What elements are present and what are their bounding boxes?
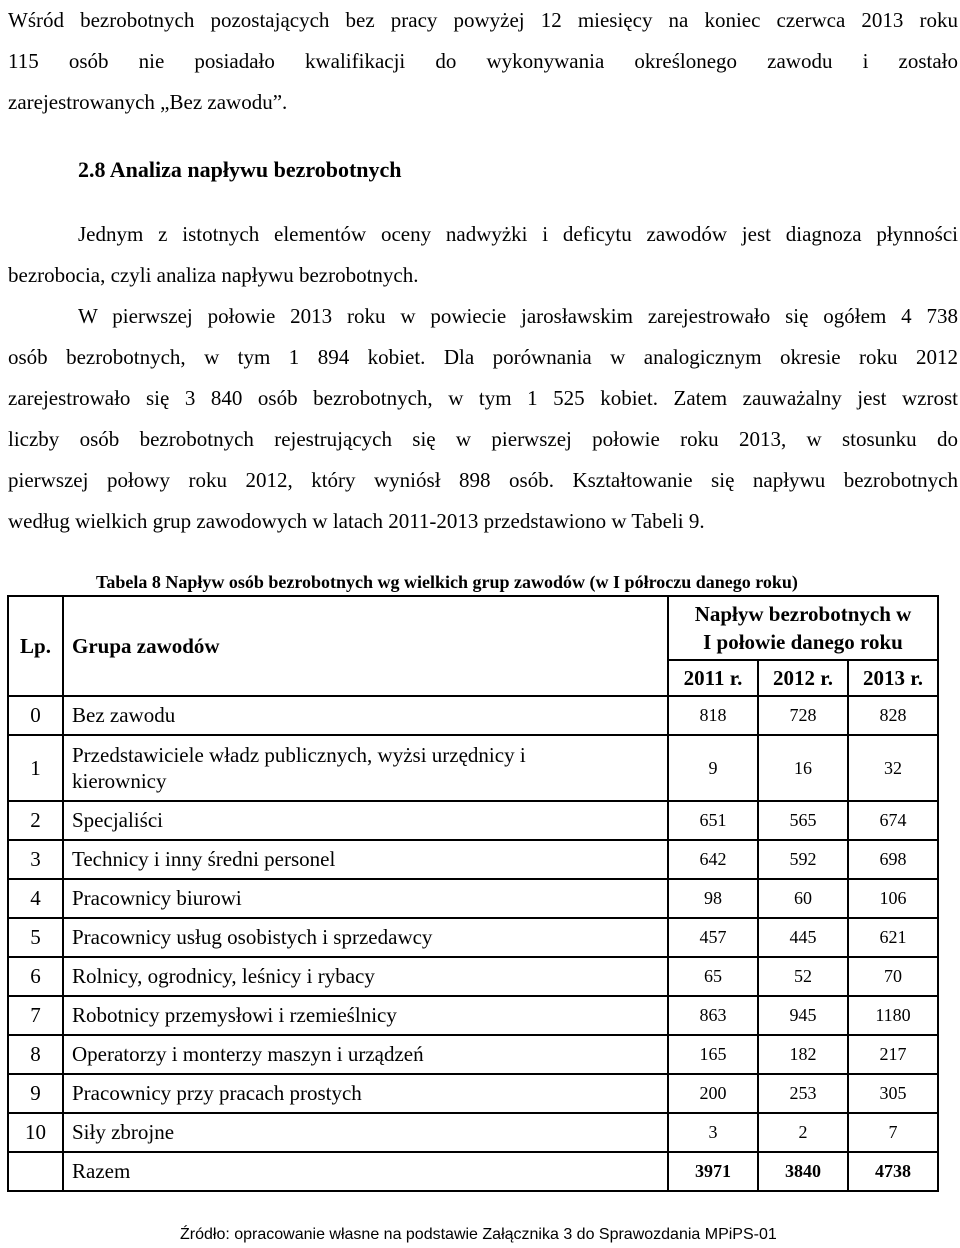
- cell-value-2012: 60: [758, 879, 848, 918]
- table-caption: Tabela 8 Napływ osób bezrobotnych wg wielkich grup zawodów (w I półroczu danego roku): [96, 572, 798, 592]
- header-year-2013: 2013 r.: [848, 660, 938, 696]
- cell-value-2013: 70: [848, 957, 938, 996]
- cell-group: Bez zawodu: [63, 696, 668, 735]
- table-row: [8, 735, 938, 801]
- cell-value-2011: 3: [668, 1113, 758, 1152]
- table-row: [8, 957, 938, 996]
- cell-total-2012: 3840: [758, 1152, 848, 1191]
- cell-value-2013: 828: [848, 696, 938, 735]
- cell-group: Robotnicy przemysłowi i rzemieślnicy: [63, 996, 668, 1035]
- cell-lp: 5: [8, 918, 63, 957]
- cell-lp: 8: [8, 1035, 63, 1074]
- cell-value-2013: 674: [848, 801, 938, 840]
- cell-value-2012: 16: [758, 735, 848, 801]
- header-group: Grupa zawodów: [63, 596, 668, 696]
- cell-lp: 7: [8, 996, 63, 1035]
- cell-lp: 9: [8, 1074, 63, 1113]
- header-inflow-line1: Napływ bezrobotnych w: [694, 602, 912, 626]
- cell-value-2012: 52: [758, 957, 848, 996]
- text-line: Wśród bezrobotnych pozostających bez pracy powyżej 12 miesięcy na koniec czerwca 2013 roku: [8, 8, 958, 32]
- cell-lp-empty: [8, 1152, 63, 1191]
- cell-group: Technicy i inny średni personel: [63, 840, 668, 879]
- cell-group: Operatorzy i monterzy maszyn i urządzeń: [63, 1035, 668, 1074]
- paragraph-inflow-summary: [8, 296, 958, 542]
- table-source-note: Źródło: opracowanie własne na podstawie Załącznika 3 do Sprawozdania MPiPS-01: [180, 1226, 777, 1243]
- header-inflow: [668, 596, 938, 660]
- cell-value-2012: 253: [758, 1074, 848, 1113]
- cell-value-2013: 698: [848, 840, 938, 879]
- header-inflow-line2: I połowie danego roku: [703, 630, 903, 654]
- cell-value-2011: 642: [668, 840, 758, 879]
- paragraph-intro: [8, 214, 958, 296]
- text-line: według wielkich grup zawodowych w latach 2011-2013 przedstawiono w Tabeli 9.: [8, 509, 705, 533]
- cell-value-2011: 65: [668, 957, 758, 996]
- cell-value-2013: 217: [848, 1035, 938, 1074]
- cell-total-2011: 3971: [668, 1152, 758, 1191]
- cell-value-2012: 592: [758, 840, 848, 879]
- table-row: [8, 879, 938, 918]
- cell-value-2011: 863: [668, 996, 758, 1035]
- cell-value-2011: 9: [668, 735, 758, 801]
- cell-value-2012: 565: [758, 801, 848, 840]
- cell-lp: 2: [8, 801, 63, 840]
- cell-value-2012: 728: [758, 696, 848, 735]
- cell-lp: 6: [8, 957, 63, 996]
- paragraph-long-term-unemployed: [8, 0, 958, 123]
- cell-lp: 10: [8, 1113, 63, 1152]
- table-row: [8, 918, 938, 957]
- header-year-2012: 2012 r.: [758, 660, 848, 696]
- table-row: [8, 1113, 938, 1152]
- cell-value-2013: 305: [848, 1074, 938, 1113]
- cell-group: Pracownicy usług osobistych i sprzedawcy: [63, 918, 668, 957]
- cell-lp: 3: [8, 840, 63, 879]
- table-header-row: [8, 596, 938, 660]
- cell-value-2011: 651: [668, 801, 758, 840]
- table-row: [8, 996, 938, 1035]
- cell-group: Pracownicy biurowi: [63, 879, 668, 918]
- cell-total-label: Razem: [63, 1152, 668, 1191]
- text-line: 115 osób nie posiadało kwalifikacji do wykonywania określonego zawodu i zostało: [8, 49, 958, 73]
- inflow-table: [7, 595, 939, 1192]
- cell-lp: 1: [8, 735, 63, 801]
- table-row: [8, 696, 938, 735]
- cell-value-2011: 200: [668, 1074, 758, 1113]
- cell-value-2013: 106: [848, 879, 938, 918]
- cell-group: Rolnicy, ogrodnicy, leśnicy i rybacy: [63, 957, 668, 996]
- table-row: [8, 1074, 938, 1113]
- header-lp: Lp.: [8, 596, 63, 696]
- cell-group-line2: kierownicy: [72, 769, 167, 793]
- cell-value-2011: 98: [668, 879, 758, 918]
- text-line: pierwszej połowy roku 2012, który wyniósł 898 osób. Kształtowanie się napływu bezrobotnych: [8, 468, 958, 492]
- cell-value-2012: 2: [758, 1113, 848, 1152]
- cell-group: [63, 735, 668, 801]
- table-row: [8, 1035, 938, 1074]
- cell-group: Pracownicy przy pracach prostych: [63, 1074, 668, 1113]
- table-total-row: [8, 1152, 938, 1191]
- table-row: [8, 801, 938, 840]
- text-line: osób bezrobotnych, w tym 1 894 kobiet. Dla porównania w analogicznym okresie roku 2012: [8, 345, 958, 369]
- text-line: Jednym z istotnych elementów oceny nadwyżki i deficytu zawodów jest diagnoza płynności: [78, 222, 958, 246]
- table-row: [8, 840, 938, 879]
- cell-value-2013: 32: [848, 735, 938, 801]
- cell-value-2011: 457: [668, 918, 758, 957]
- section-heading: 2.8 Analiza napływu bezrobotnych: [78, 157, 402, 182]
- cell-value-2011: 818: [668, 696, 758, 735]
- text-line: W pierwszej połowie 2013 roku w powiecie jarosławskim zarejestrowało się ogółem 4 738: [78, 304, 958, 328]
- header-year-2011: 2011 r.: [668, 660, 758, 696]
- cell-group: Specjaliści: [63, 801, 668, 840]
- cell-lp: 0: [8, 696, 63, 735]
- text-line: zarejestrowało się 3 840 osób bezrobotnych, w tym 1 525 kobiet. Zatem zauważalny jest wzrost: [8, 386, 958, 410]
- text-line: bezrobocia, czyli analiza napływu bezrobotnych.: [8, 263, 419, 287]
- text-line: zarejestrowanych „Bez zawodu”.: [8, 90, 288, 114]
- text-line: liczby osób bezrobotnych rejestrujących się w pierwszej połowie roku 2013, w stosunku do: [8, 427, 958, 451]
- cell-value-2013: 1180: [848, 996, 938, 1035]
- cell-value-2013: 621: [848, 918, 938, 957]
- cell-value-2012: 945: [758, 996, 848, 1035]
- cell-group-line1: Przedstawiciele władz publicznych, wyżsi urzędnicy i: [72, 743, 526, 767]
- cell-value-2013: 7: [848, 1113, 938, 1152]
- cell-group: Siły zbrojne: [63, 1113, 668, 1152]
- cell-value-2011: 165: [668, 1035, 758, 1074]
- cell-total-2013: 4738: [848, 1152, 938, 1191]
- cell-lp: 4: [8, 879, 63, 918]
- cell-value-2012: 182: [758, 1035, 848, 1074]
- cell-value-2012: 445: [758, 918, 848, 957]
